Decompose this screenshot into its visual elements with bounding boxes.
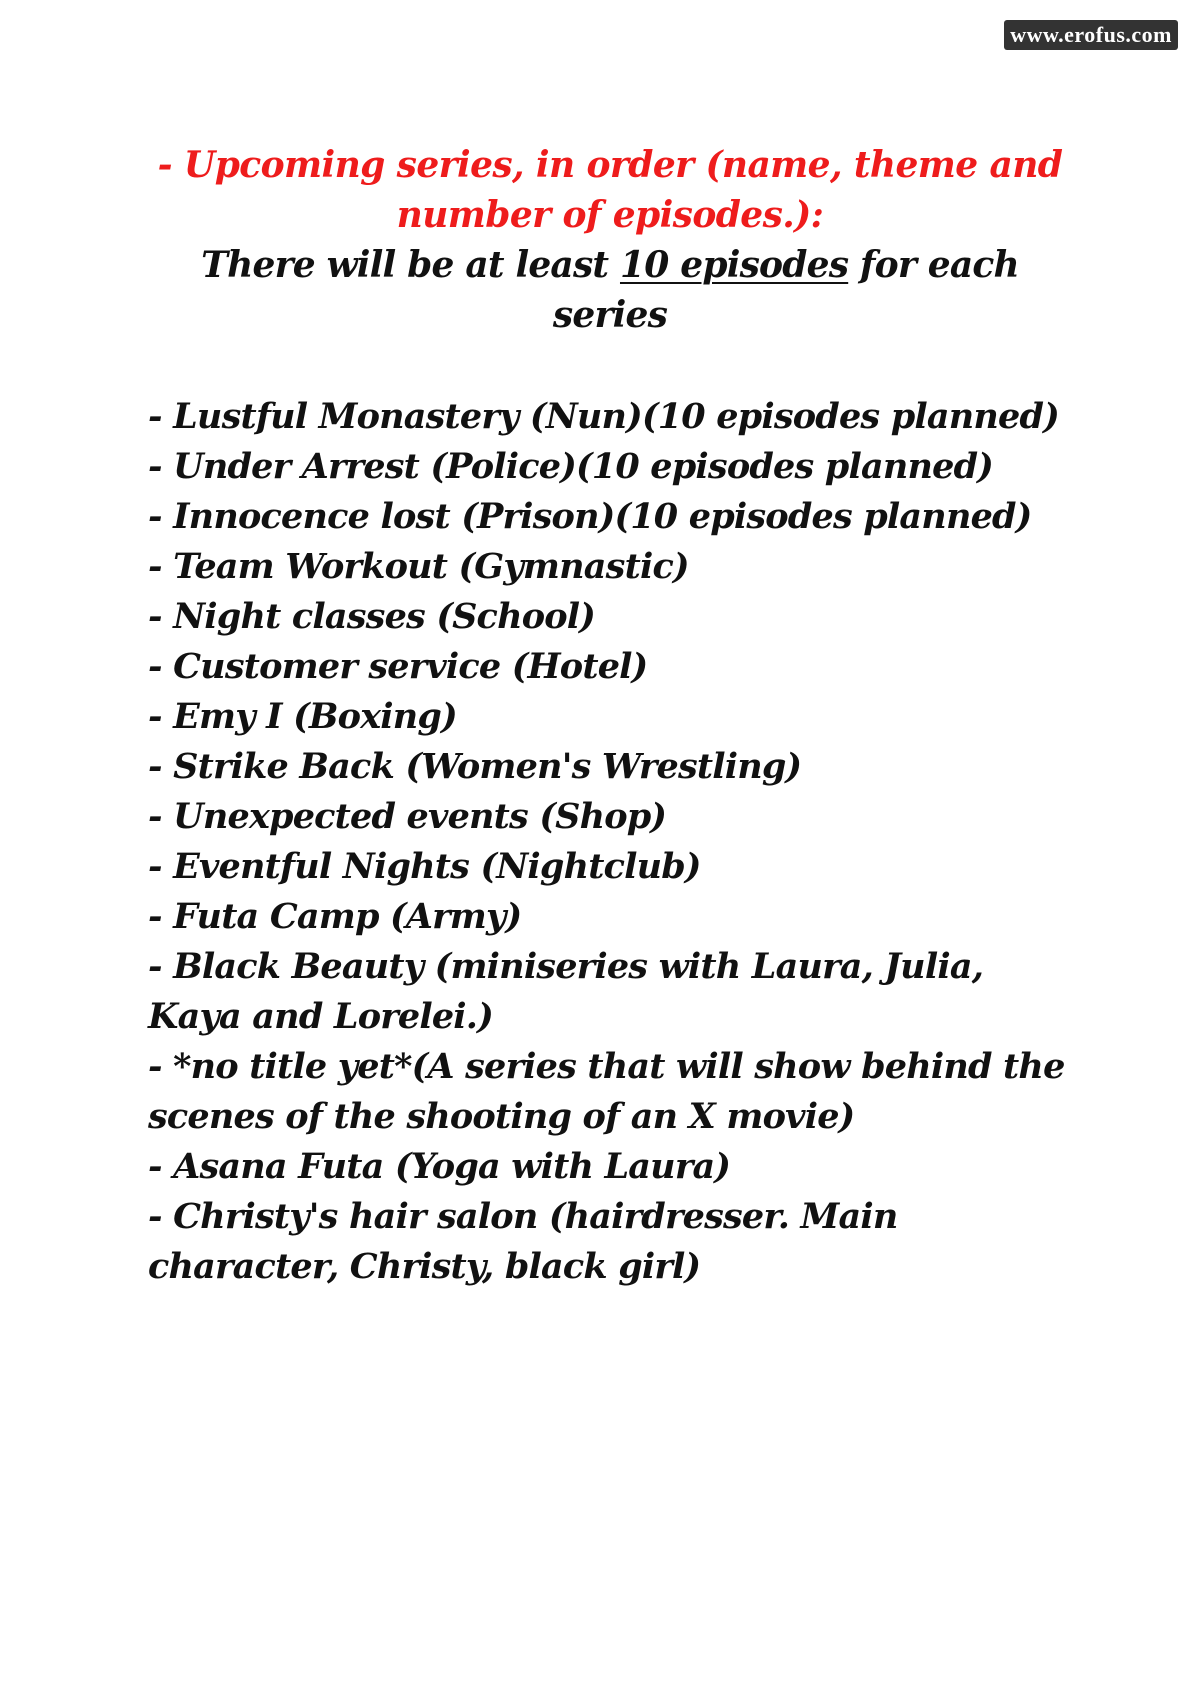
page-title: - Upcoming series, in order (name, theme and number of episodes.): — [157, 144, 1063, 236]
series-item: - Strike Back (Women's Wrestling) — [148, 746, 802, 787]
series-item: - Night classes (School) — [148, 596, 596, 637]
subtitle-after: for each series — [552, 244, 1019, 336]
watermark: www.erofus.com — [1004, 20, 1178, 50]
series-item: - Black Beauty (miniseries with Laura, Julia, Kaya and Lorelei.) — [148, 946, 984, 1037]
series-item: - Customer service (Hotel) — [148, 646, 648, 687]
series-item: - Asana Futa (Yoga with Laura) — [148, 1146, 731, 1187]
series-item: - Futa Camp (Army) — [148, 896, 522, 937]
series-list — [148, 392, 1068, 1292]
series-item: - Lustful Monastery (Nun)(10 episodes planned) — [148, 396, 1059, 437]
series-item: - Team Workout (Gymnastic) — [148, 546, 689, 587]
series-item: - Eventful Nights (Nightclub) — [148, 846, 701, 887]
subtitle — [150, 240, 1070, 340]
series-item: - *no title yet*(A series that will show behind the scenes of the shooting of an X movie) — [148, 1046, 1065, 1137]
series-item: - Under Arrest (Police)(10 episodes planned) — [148, 446, 994, 487]
series-item: - Unexpected events (Shop) — [148, 796, 667, 837]
series-item: - Innocence lost (Prison)(10 episodes planned) — [148, 496, 1032, 537]
series-item: - Emy I (Boxing) — [148, 696, 457, 737]
subtitle-before: There will be at least — [201, 244, 620, 286]
series-item: - Christy's hair salon (hairdresser. Main character, Christy, black girl) — [148, 1196, 898, 1287]
page-header — [150, 140, 1070, 340]
subtitle-underlined: 10 episodes — [619, 244, 849, 286]
